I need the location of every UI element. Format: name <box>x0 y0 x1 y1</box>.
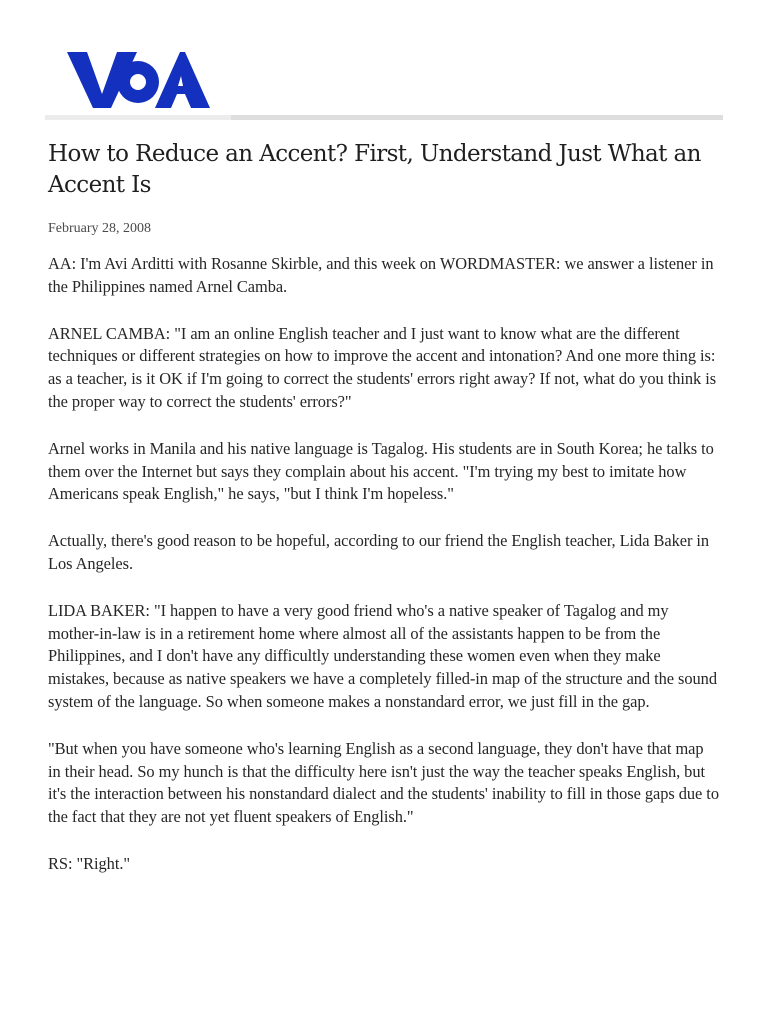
voa-logo-icon <box>67 48 211 112</box>
article-date: February 28, 2008 <box>48 221 152 236</box>
article-paragraph: LIDA BAKER: "I happen to have a very good friend who's a native speaker of Tagalog and my mother-in-law is in a retirement home where almost all of the assistants happen to be from the Philippines, and I don't have any difficultly understanding these women even when they make mistakes, because as native speakers we have a completely filled-in map of the structure and the sound system of the language. So when someone makes a nonstandard error, we just fill in the gap. <box>48 600 717 711</box>
header-divider-accent <box>45 115 231 120</box>
article-paragraph: AA: I'm Avi Arditti with Rosanne Skirble, and this week on WORDMASTER: we answer a listener in the Philippines named Arnel Camba. <box>48 254 714 296</box>
article-body <box>48 253 720 876</box>
article-paragraph: ARNEL CAMBA: "I am an online English teacher and I just want to know what are the different techniques or different strategies on how to improve the accent and intonation? And one more thing is: as a teacher, is it OK if I'm going to correct the students' errors right away? If not, what do you think is the proper way to correct the students' errors?" <box>48 323 717 411</box>
article <box>48 139 720 900</box>
voa-logo[interactable] <box>67 48 211 112</box>
article-paragraph: "But when you have someone who's learning English as a second language, they don't have that map in their head. So my hunch is that the difficulty here isn't just the way the teacher speaks English, but it's the interaction between his nonstandard dialect and the students' inability to fill in those gaps due to the fact that they are not yet fluent speakers of English." <box>48 738 719 827</box>
article-paragraph: Actually, there's good reason to be hopeful, according to our friend the English teacher, Lida Baker in Los Angeles. <box>48 531 710 573</box>
article-title: How to Reduce an Accent? First, Understand Just What an Accent Is <box>48 141 701 198</box>
article-paragraph: Arnel works in Manila and his native language is Tagalog. His students are in South Korea; he talks to them over the Internet but says they complain about his accent. "I'm trying my best to imitate how Americans speak English," he says, "but I think I'm hopeless." <box>48 438 714 504</box>
site-header <box>45 40 723 122</box>
article-paragraph: RS: "Right." <box>48 853 131 873</box>
